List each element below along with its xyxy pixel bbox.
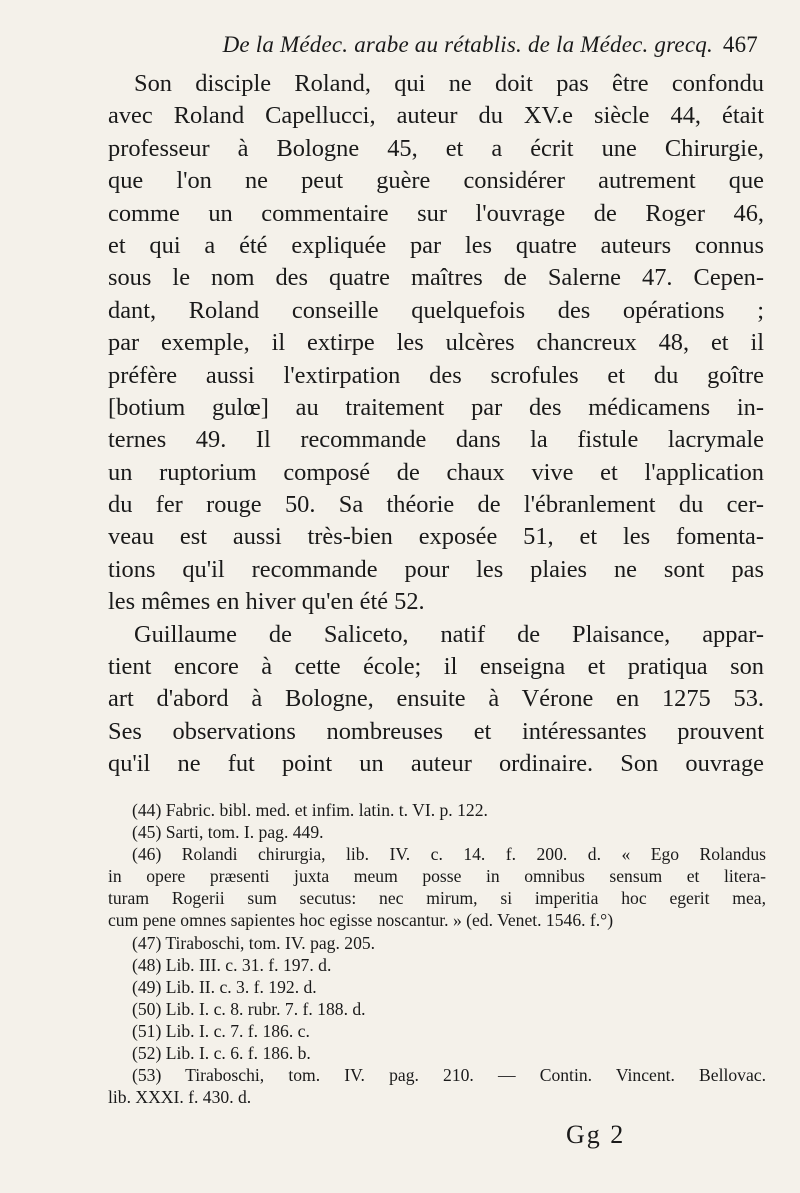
text-line: art d'abord à Bologne, ensuite à Vérone en 1275 53. xyxy=(108,685,764,713)
footnote: (52) Lib. I. c. 6. f. 186. b. xyxy=(132,1043,311,1064)
text-line: avec Roland Capellucci, auteur du XV.e siècle 44, était xyxy=(108,102,764,130)
text-line: comme un commentaire sur l'ouvrage de Roger 46, xyxy=(108,199,764,227)
footnote: (47) Tiraboschi, tom. IV. pag. 205. xyxy=(132,932,376,953)
text-line: Ses observations nombreuses et intéressantes prouvent xyxy=(108,717,764,745)
signature-mark: Gg 2 xyxy=(566,1120,626,1149)
text-line: préfère aussi l'extirpation des scrofules et du goître xyxy=(108,361,764,389)
text-line: tions qu'il recommande pour les plaies ne sont pas xyxy=(108,555,764,583)
footnote: (48) Lib. III. c. 31. f. 197. d. xyxy=(132,954,332,975)
footnote: (44) Fabric. bibl. med. et infim. latin. t. VI. p. 122. xyxy=(132,800,488,820)
footnote: (49) Lib. II. c. 3. f. 192. d. xyxy=(132,976,317,997)
footnote: in opere præsenti juxta meum posse in omnibus sensum et litera- xyxy=(108,866,766,887)
text-line: par exemple, il extirpe les ulcères chancreux 48, et il xyxy=(108,329,764,357)
footnotes xyxy=(108,799,766,1108)
footnote: (50) Lib. I. c. 8. rubr. 7. f. 188. d. xyxy=(132,998,366,1019)
footnote: cum pene omnes sapientes hoc egisse noscantur. » (ed. Venet. 1546. f.°) xyxy=(108,910,614,931)
text-line: Guillaume de Saliceto, natif de Plaisance, appar- xyxy=(134,620,764,648)
text-line: tient encore à cette école; il enseigna et pratiqua son xyxy=(108,653,764,681)
footnote: lib. XXXI. f. 430. d. xyxy=(108,1087,252,1108)
text-line: dant, Roland conseille quelquefois des opérations ; xyxy=(108,296,764,324)
main-text xyxy=(108,68,764,781)
footnote: (53) Tiraboschi, tom. IV. pag. 210. — Contin. Vincent. Bellovac. xyxy=(132,1065,766,1086)
footnote: turam Rogerii sum secutus: nec mirum, si imperitia hoc egerit mea, xyxy=(108,888,766,909)
text-line: les mêmes en hiver qu'en été 52. xyxy=(108,588,425,616)
text-line: du fer rouge 50. Sa théorie de l'ébranlement du cer- xyxy=(108,491,764,519)
text-line: veau est aussi très-bien exposée 51, et les fomenta- xyxy=(108,523,764,551)
running-header xyxy=(110,32,758,58)
footnote: (45) Sarti, tom. I. pag. 449. xyxy=(132,822,324,843)
page-number: 467 xyxy=(722,32,758,57)
footnote: (51) Lib. I. c. 7. f. 186. c. xyxy=(132,1020,310,1041)
text-line: professeur à Bologne 45, et a écrit une Chirurgie, xyxy=(108,134,764,162)
running-title: De la Médec. arabe au rétablis. de la Médec. grecq. xyxy=(222,32,713,57)
text-line: qu'il ne fut point un auteur ordinaire. Son ouvrage xyxy=(108,750,764,778)
text-line: [botium gulœ] au traitement par des médicamens in- xyxy=(108,393,764,421)
text-line: et qui a été expliquée par les quatre auteurs connus xyxy=(108,231,764,259)
text-line: Son disciple Roland, qui ne doit pas être confondu xyxy=(134,70,764,97)
footnote: (46) Rolandi chirurgia, lib. IV. c. 14. f. 200. d. « Ego Rolandus xyxy=(132,844,766,865)
text-line: ternes 49. Il recommande dans la fistule lacrymale xyxy=(108,426,764,454)
text-line: que l'on ne peut guère considérer autrement que xyxy=(108,167,764,195)
text-line: un ruptorium composé de chaux vive et l'application xyxy=(108,458,764,486)
text-line: sous le nom des quatre maîtres de Salerne 47. Cepen- xyxy=(108,264,764,292)
